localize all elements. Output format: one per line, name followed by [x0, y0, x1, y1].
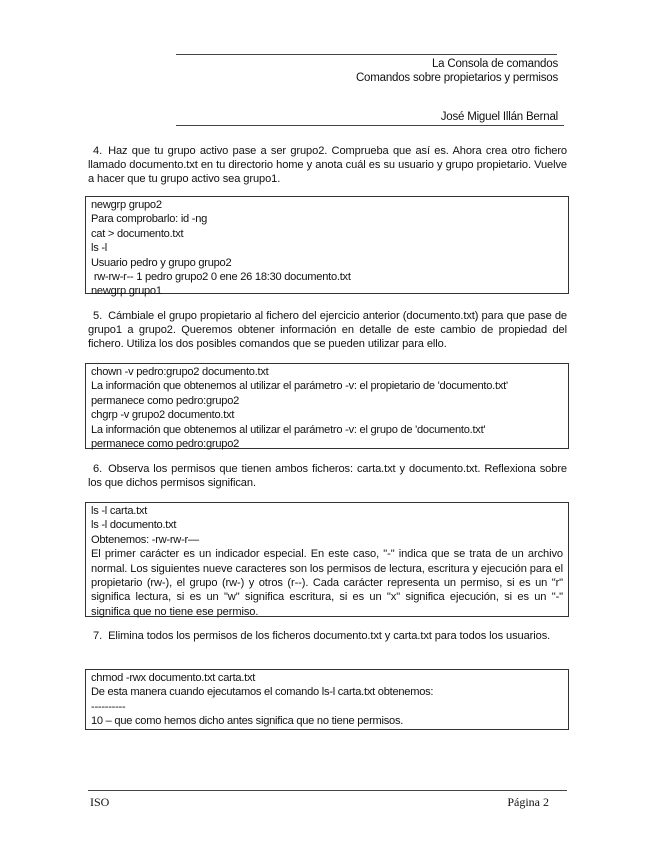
exercise-number: 7.	[93, 630, 103, 642]
header-subtitle: Comandos sobre propietarios y permisos	[355, 72, 558, 84]
answer-line: chown -v pedro:grupo2 documento.txt	[91, 366, 269, 378]
question-text: Observa los permisos que tienen ambos ficheros: carta.txt y documento.txt. Reflexiona sobre los que dichos permisos significan.	[88, 463, 567, 489]
question-text: Cámbiale el grupo propietario al fichero del ejercicio anterior (documento.txt) para que pase de grupo1 a grupo2. Queremos obtener información en detalle de este cambio de propiedad del fichero. Utiliza los dos posibles comandos que se pueden utilizar para ello.	[88, 310, 567, 350]
answer-line: 10 – que como hemos dicho antes significa que no tiene permisos.	[91, 715, 404, 728]
exercise-5-answer	[85, 363, 569, 449]
answer-line: ----------	[91, 700, 126, 713]
answer-line: ls -l documento.txt	[91, 519, 177, 532]
answer-line: Obtenemos: -rw-rw-r—	[91, 533, 199, 546]
answer-line: permanece como pedro:grupo2	[91, 394, 240, 407]
answer-line: ls -l	[91, 242, 108, 255]
exercise-number: 6.	[93, 463, 103, 475]
exercise-7-question	[88, 629, 567, 643]
page-number: Página 2	[507, 795, 549, 809]
exercise-6-question	[88, 462, 567, 490]
exercise-number: 4.	[93, 145, 103, 157]
header-title: La Consola de comandos	[431, 58, 558, 70]
answer-line: chmod -rwx documento.txt carta.txt	[91, 672, 256, 684]
answer-line: rw-rw-r-- 1 pedro grupo2 0 ene 26 18:30 documento.txt	[91, 271, 351, 284]
answer-line: La información que obtenemos al utilizar el parámetro -v: el grupo de 'documento.txt'	[91, 423, 486, 436]
author-rule	[176, 125, 564, 126]
exercise-number: 5.	[93, 310, 103, 322]
question-text: Haz que tu grupo activo pase a ser grupo2. Comprueba que así es. Ahora crea otro fichero llamado documento.txt en tu directorio home y anota cuál es su usuario y grupo propietario. Vuelve a hacer que tu grupo activo sea grupo1.	[88, 145, 567, 185]
header-rule	[176, 54, 557, 55]
footer-rule	[88, 790, 567, 791]
answer-line: La información que obtenemos al utilizar el parámetro -v: el propietario de 'documento.txt'	[91, 380, 508, 393]
answer-line: newgrp grupo2	[91, 199, 162, 211]
exercise-6-answer	[85, 502, 569, 617]
answer-line: De esta manera cuando ejecutamos el comando ls-l carta.txt obtenemos:	[91, 686, 434, 699]
answer-paragraph: El primer carácter es un indicador especial. En este caso, "-" indica que se trata de un archivo normal. Los siguientes nueve caracteres son los permisos de lectura, escritura y ejecución para el propietario (rw-), el grupo (rw-) y otros (r--). Cada carácter representa un permiso, si es un "r" significa lectura, si es un "w" significa escritura, si es un "x" significa ejecución, si es un "-" significa que no tiene ese permiso.	[91, 548, 563, 618]
answer-line: ls -l carta.txt	[91, 505, 148, 517]
question-text: Elimina todos los permisos de los ficheros documento.txt y carta.txt para todos los usuarios.	[108, 630, 551, 642]
header-author: José Miguel Illán Bernal	[440, 111, 558, 123]
exercise-5-question	[88, 309, 567, 351]
answer-line: cat > documento.txt	[91, 227, 184, 240]
exercise-4-question	[88, 144, 567, 186]
answer-line: newgrp grupo1	[91, 285, 162, 298]
exercise-4-answer	[85, 196, 569, 298]
answer-line: Usuario pedro y grupo grupo2	[91, 256, 232, 269]
footer-course: ISO	[90, 795, 110, 809]
answer-line: permanece como pedro:grupo2	[91, 438, 240, 451]
answer-line: chgrp -v grupo2 documento.txt	[91, 409, 235, 422]
answer-line: Para comprobarlo: id -ng	[91, 213, 208, 226]
exercise-7-answer	[85, 669, 569, 730]
